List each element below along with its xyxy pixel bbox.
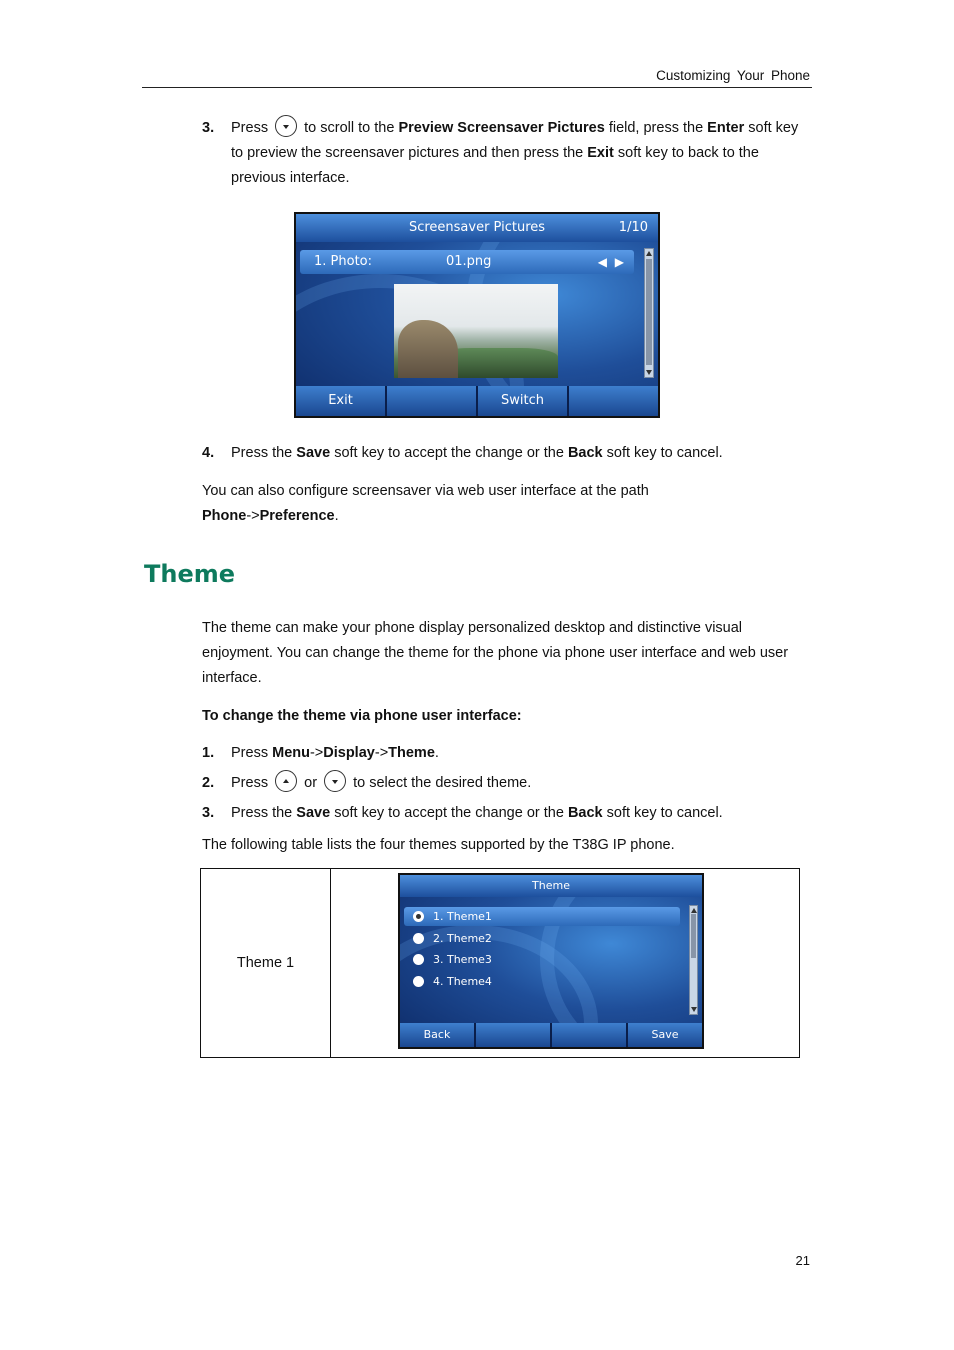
page-number: 21 bbox=[795, 1253, 810, 1268]
path-preference: Preference bbox=[259, 508, 335, 524]
menu-path-theme: Theme bbox=[388, 745, 435, 761]
theme-label: Theme 1 bbox=[236, 955, 295, 971]
scrollbar[interactable] bbox=[689, 905, 698, 1015]
softkey-bar bbox=[400, 1023, 702, 1047]
softkey-save[interactable]: Save bbox=[628, 1023, 702, 1047]
menu-path-menu: Menu bbox=[272, 745, 310, 761]
softkey-empty[interactable] bbox=[476, 1023, 550, 1047]
step-4: 4. Press the Save soft key to accept the change or the Back soft key to cancel. bbox=[202, 441, 814, 466]
softkey-switch[interactable]: Switch bbox=[478, 386, 567, 416]
save-softkey-name: Save bbox=[296, 805, 331, 821]
step-number: 4. bbox=[202, 445, 215, 461]
theme-step-1: 1. Press Menu->Display->Theme. bbox=[202, 741, 814, 766]
radio-unselected-icon bbox=[413, 954, 424, 965]
theme-step-3: 3. Press the Save soft key to accept the change or the Back soft key to cancel. bbox=[202, 801, 814, 826]
procedure-heading: To change the theme via phone user interface: bbox=[202, 708, 522, 724]
theme-step-2: 2. Press or to select the desired theme. bbox=[202, 771, 814, 796]
step-number: 3. bbox=[202, 120, 215, 136]
screen-title: Theme bbox=[400, 875, 702, 897]
row-label: 1. Photo: bbox=[314, 254, 372, 269]
header-rule bbox=[142, 87, 812, 88]
screensaver-pictures-screen bbox=[294, 212, 660, 418]
table-cell-label bbox=[201, 869, 331, 1057]
radio-unselected-icon bbox=[413, 933, 424, 944]
exit-softkey-name: Exit bbox=[587, 145, 614, 161]
step-number: 2. bbox=[202, 775, 215, 791]
theme-option[interactable]: 3. Theme3 bbox=[404, 950, 680, 969]
web-interface-note: You can also configure screensaver via web user interface at the path Phone->Preference. bbox=[202, 483, 649, 524]
scrollbar[interactable] bbox=[644, 248, 654, 378]
enter-softkey-name: Enter bbox=[707, 120, 745, 136]
back-softkey-name: Back bbox=[567, 805, 603, 821]
radio-selected-icon bbox=[413, 911, 424, 922]
theme-option[interactable]: 2. Theme2 bbox=[404, 929, 680, 948]
section-title-theme: Theme bbox=[144, 560, 236, 588]
table-intro: The following table lists the four themes supported by the T38G IP phone. bbox=[202, 837, 675, 853]
path-phone: Phone bbox=[202, 508, 247, 524]
softkey-empty[interactable] bbox=[387, 386, 476, 416]
theme-option[interactable]: 1. Theme1 bbox=[404, 907, 680, 926]
theme-selection-screen bbox=[398, 873, 704, 1049]
menu-path-display: Display bbox=[323, 745, 375, 761]
softkey-bar bbox=[296, 386, 658, 416]
step-number: 1. bbox=[202, 745, 215, 761]
back-softkey-name: Back bbox=[567, 445, 603, 461]
softkey-back[interactable]: Back bbox=[400, 1023, 474, 1047]
radio-unselected-icon bbox=[413, 976, 424, 987]
softkey-empty[interactable] bbox=[552, 1023, 626, 1047]
step-3-preview: 3. Press to scroll to the Preview Screensaver Pictures field, press the Enter soft key to preview the screensaver pictures and then press the Exit soft key to back to the previous interface. bbox=[202, 116, 814, 191]
down-navigation-key-icon bbox=[275, 115, 297, 137]
preview-photo bbox=[394, 284, 558, 378]
running-header: Customizing Your Phone bbox=[656, 68, 810, 83]
down-navigation-key-icon bbox=[324, 770, 346, 792]
save-softkey-name: Save bbox=[296, 445, 331, 461]
softkey-empty[interactable] bbox=[569, 386, 658, 416]
field-name: Preview Screensaver Pictures bbox=[398, 120, 605, 136]
screen-title: Screensaver Pictures bbox=[296, 214, 658, 242]
softkey-exit[interactable]: Exit bbox=[296, 386, 385, 416]
theme-intro: The theme can make your phone display personalized desktop and distinctive visual enjoyment. You can change the theme for the phone via phone user interface and web user interface. bbox=[202, 620, 789, 686]
row-value: 01.png bbox=[446, 254, 492, 269]
up-navigation-key-icon bbox=[275, 770, 297, 792]
page-indicator: 1/10 bbox=[618, 220, 648, 235]
photo-selector-row[interactable] bbox=[300, 250, 634, 274]
theme-option[interactable]: 4. Theme4 bbox=[404, 972, 680, 991]
left-right-arrows-icon[interactable]: ◀ ▶ bbox=[597, 255, 626, 269]
step-number: 3. bbox=[202, 805, 215, 821]
